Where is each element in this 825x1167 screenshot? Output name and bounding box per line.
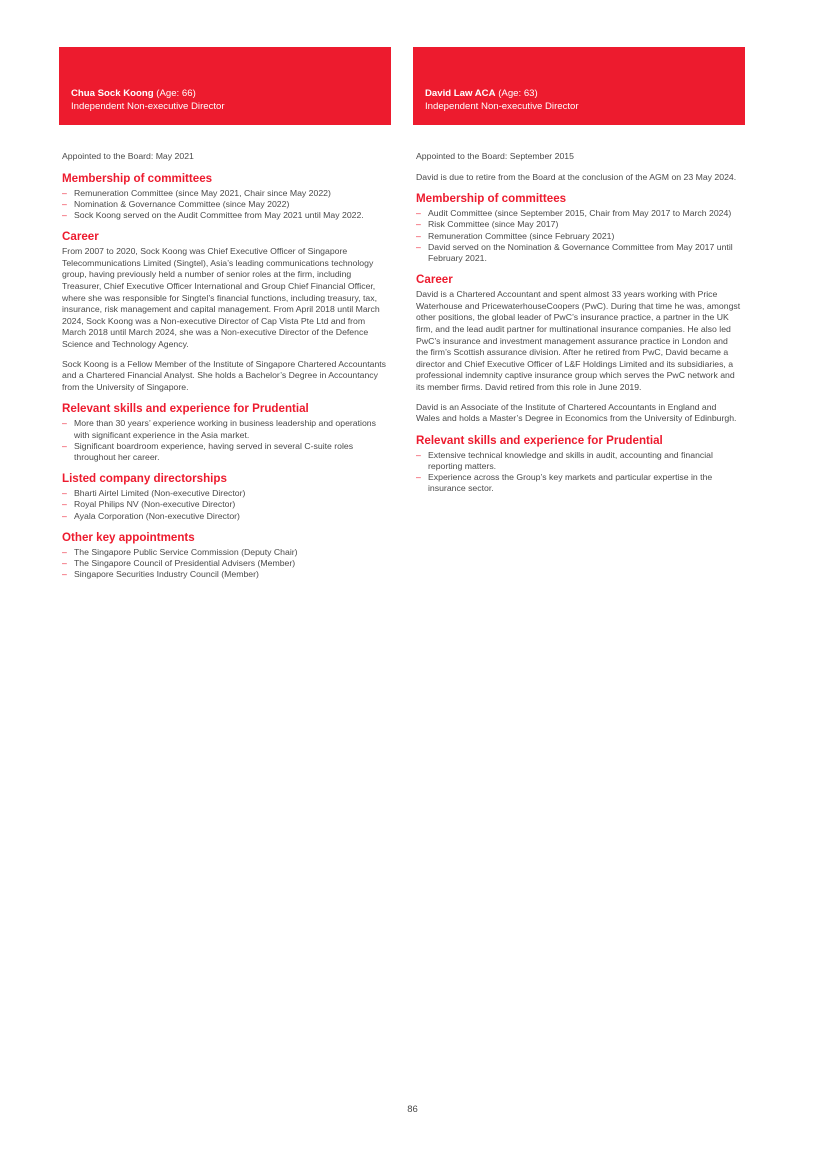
dash-bullet: – bbox=[62, 510, 67, 521]
list-item: – Singapore Securities Industry Council (Member) bbox=[62, 569, 259, 580]
career-paragraph: David is a Chartered Accountant and spent almost 33 years working with Price Waterhouse and PricewaterhouseCoopers (PwC). During that time he was, amongst other positions, the global leader of PwC’s insurance practice, a partner in the UK firm, and the lead audit partner for multinational insurance companies. He also led PwC’s insurance and investment management assurance practice in London and the firm’s Scottish assurance division. After he retired from PwC, David became a director and Chief Executive Officer of L&F Holdings Limited and its subsidiaries, a professional indemnity captive insurance group which serves the PwC network and its member firms. David retired from this role in June 2019. bbox=[416, 289, 741, 392]
section-heading-skills: Relevant skills and experience for Prudential bbox=[416, 433, 663, 447]
list-item: – Bharti Airtel Limited (Non-executive Director) bbox=[62, 488, 246, 499]
profile-header bbox=[59, 47, 391, 125]
skills-list bbox=[62, 418, 388, 463]
profile-header bbox=[413, 47, 745, 125]
dash-bullet: – bbox=[62, 546, 67, 557]
dash-bullet: – bbox=[416, 472, 421, 483]
dash-bullet: – bbox=[62, 488, 67, 499]
dash-bullet: – bbox=[62, 440, 67, 451]
list-item: – Risk Committee (since May 2017) bbox=[416, 219, 559, 230]
dash-bullet: – bbox=[416, 449, 421, 460]
dash-bullet: – bbox=[416, 241, 421, 252]
list-item: – David served on the Nomination & Governance Committee from May 2017 until February 2021. bbox=[416, 241, 733, 263]
director-role: Independent Non-executive Director bbox=[71, 100, 225, 112]
dash-bullet: – bbox=[62, 187, 67, 198]
list-item: – Experience across the Group’s key markets and particular expertise in the insurance sector. bbox=[416, 472, 713, 494]
section-heading-skills: Relevant skills and experience for Prudential bbox=[62, 402, 309, 416]
list-item: – Significant boardroom experience, having served in several C-suite roles throughout her career. bbox=[62, 440, 354, 462]
dash-bullet: – bbox=[416, 230, 421, 241]
membership-list bbox=[62, 188, 388, 222]
dash-bullet: – bbox=[62, 210, 67, 220]
list-item: – More than 30 years’ experience working in business leadership and operations with significant experience in the Asia market. bbox=[62, 418, 376, 440]
dash-bullet: – bbox=[416, 219, 421, 230]
section-heading-career: Career bbox=[416, 273, 453, 287]
section-heading-membership: Membership of committees bbox=[416, 192, 567, 206]
section-heading-career: Career bbox=[62, 230, 99, 244]
list-item: – The Singapore Council of Presidential Advisers (Member) bbox=[62, 557, 296, 568]
director-age: (Age: 66) bbox=[156, 88, 196, 99]
dash-bullet: – bbox=[62, 198, 67, 209]
list-item: – Nomination & Governance Committee (since May 2022) bbox=[62, 198, 290, 209]
dash-bullet: – bbox=[62, 557, 67, 568]
list-item: – The Singapore Public Service Commission (Deputy Chair) bbox=[62, 546, 298, 557]
membership-list bbox=[416, 208, 742, 264]
career-paragraph: Sock Koong is a Fellow Member of the Institute of Singapore Chartered Accountants and a Chartered Financial Analyst. She holds a Bachelor’s Degree in Accountancy from the University of Singapore. bbox=[62, 358, 387, 392]
list-item: – Royal Philips NV (Non-executive Director) bbox=[62, 499, 236, 510]
dash-bullet: – bbox=[416, 208, 421, 219]
career-paragraph: From 2007 to 2020, Sock Koong was Chief Executive Officer of Singapore Telecommunications Limited (Singtel), Asia’s leading communications technology group, having previously held a number of senior roles at the firm, including Treasurer, Chief Executive Officer International and Group Chief Financial Officer, where she was responsible for Singtel’s financial functions, including treasury, tax, insurance, risk management and capital management. From April 2018 until March 2024, Sock Koong was a Non-executive Director of Cap Vista Pte Ltd and from March 2018 until March 2024, she was a Non-executive Director of the Defence Science and Technology Agency. bbox=[62, 246, 380, 349]
other-appointments-list bbox=[62, 547, 388, 581]
list-item: – Extensive technical knowledge and skills in audit, accounting and financial reporting matters. bbox=[416, 449, 713, 471]
section-heading-membership: Membership of committees bbox=[62, 171, 213, 185]
list-item: – Remuneration Committee (since May 2021, Chair since May 2022) bbox=[62, 187, 331, 198]
career-paragraph: David is an Associate of the Institute of Chartered Accountants in England and Wales and holds a Master’s Degree in Economics from the University of Edinburgh. bbox=[416, 401, 737, 424]
list-item: – Ayala Corporation (Non-executive Director) bbox=[62, 510, 240, 521]
dash-bullet: – bbox=[62, 499, 67, 510]
section-heading-other-appointments: Other key appointments bbox=[62, 530, 195, 544]
list-item: – Audit Committee (since September 2015, Chair from May 2017 to March 2024) bbox=[416, 208, 732, 219]
section-heading-listed-directorships: Listed company directorships bbox=[62, 472, 227, 486]
director-name: David Law ACA bbox=[425, 88, 496, 99]
skills-list bbox=[416, 450, 742, 495]
list-item: – Sock Koong served on the Audit Committee from May 2021 until May 2022. bbox=[62, 210, 364, 220]
director-profile-david-law bbox=[413, 47, 745, 495]
dash-bullet: – bbox=[62, 569, 67, 580]
list-item: – Remuneration Committee (since February 2021) bbox=[416, 230, 615, 241]
director-role: Independent Non-executive Director bbox=[425, 100, 579, 112]
director-age: (Age: 63) bbox=[498, 88, 538, 99]
appointed-date: Appointed to the Board: May 2021 bbox=[62, 151, 194, 161]
retirement-note: David is due to retire from the Board at the conclusion of the AGM on 23 May 2024. bbox=[416, 171, 737, 182]
listed-directorships-list bbox=[62, 488, 388, 522]
page-number: 86 bbox=[407, 1104, 418, 1115]
director-profile-chua-sock-koong bbox=[59, 47, 391, 580]
dash-bullet: – bbox=[62, 418, 67, 429]
appointed-date: Appointed to the Board: September 2015 bbox=[416, 151, 574, 161]
director-name: Chua Sock Koong bbox=[71, 88, 154, 99]
